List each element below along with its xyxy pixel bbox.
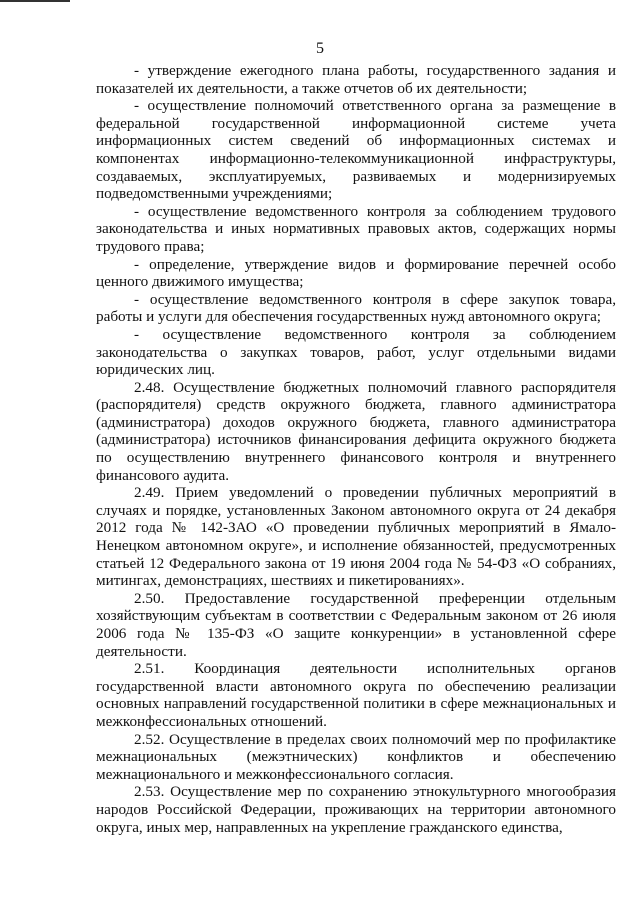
- paragraph: 2.53. Осуществление мер по сохранению этнокультурного многообразия народов Российской Федерации, проживающих на территории автономного округа, иных мер, направленных на укрепление гражданского единства,: [96, 783, 616, 836]
- paragraph: - осуществление ведомственного контроля за соблюдением трудового законодательства и иных нормативных правовых актов, содержащих нормы трудового права;: [96, 202, 616, 255]
- paragraph: - утверждение ежегодного плана работы, государственного задания и показателей их деятельности, а также отчетов об их деятельности;: [96, 62, 616, 97]
- paragraph: - осуществление полномочий ответственного органа за размещение в федеральной государственной информационной системе учета информационных систем сведений об информационных системах и компонентах информационно-телекоммуникационной инфраструктуры, создаваемых, эксплуатируемых, развиваемых и модернизируемых подведомственными учреждениями;: [96, 97, 616, 203]
- paragraph: - осуществление ведомственного контроля в сфере закупок товара, работы и услуги для обеспечения государственных нужд автономного округа;: [96, 290, 616, 326]
- paragraph: 2.51. Координация деятельности исполнительных органов государственной власти автономного округа по обеспечению реализации основных направлений государственной политики в сфере межнациональных и межконфессиональных отношений.: [96, 660, 616, 730]
- document-body: [96, 62, 616, 836]
- paragraph: 2.49. Прием уведомлений о проведении публичных мероприятий в случаях и порядке, установленных Законом автономного округа от 24 декабря 2012 года № 142-ЗАО «О проведении публичных мероприятий в Ямало-Ненецком автономном округе», и исполнение обязанностей, предусмотренных статьей 12 Федерального закона от 19 июня 2004 года № 54-ФЗ «О собраниях, митингах, демонстрациях, шествиях и пикетированиях».: [96, 484, 616, 590]
- paragraph: 2.50. Предоставление государственной преференции отдельным хозяйствующим субъектам в соответствии с Федеральным законом от 26 июля 2006 года № 135-ФЗ «О защите конкуренции» в установленной сфере деятельности.: [96, 589, 616, 660]
- page-number: 5: [316, 40, 324, 57]
- paragraph: - осуществление ведомственного контроля за соблюдением законодательства о закупках товаров, работ, услуг отдельными видами юридических лиц.: [96, 325, 616, 379]
- paragraph: - определение, утверждение видов и формирование перечней особо ценного движимого имущества;: [96, 255, 616, 291]
- paragraph: 2.52. Осуществление в пределах своих полномочий мер по профилактике межнациональных (межэтнических) конфликтов и обеспечению межнационального и межконфессионального согласия.: [96, 730, 616, 783]
- top-border-line: [0, 0, 70, 2]
- paragraph: 2.48. Осуществление бюджетных полномочий главного распорядителя (распорядителя) средств окружного бюджета, главного администратора (администратора) доходов окружного бюджета, главного администратора (администратора) источников финансирования дефицита окружного бюджета по осуществлению внутреннего финансового контроля и внутреннего финансового аудита.: [96, 378, 616, 484]
